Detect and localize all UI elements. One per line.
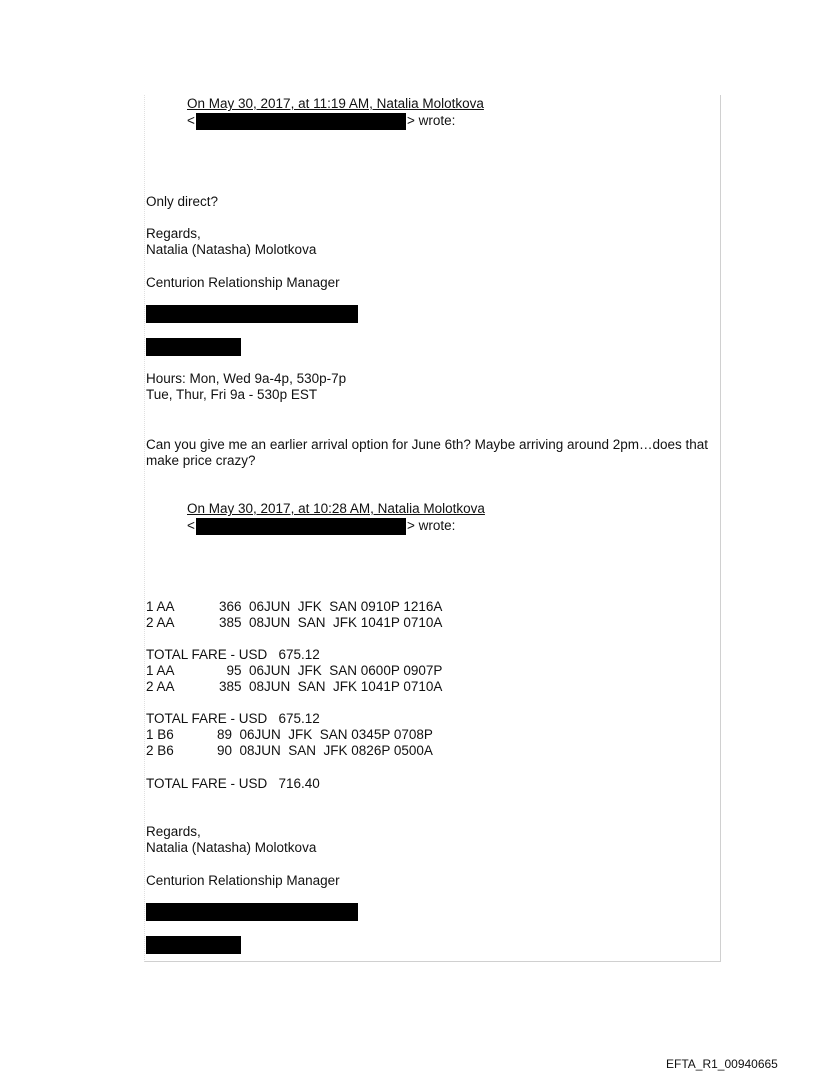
itinerary-1-seg-2-detail: 385 08JUN SAN JFK 1041P 0710A (219, 615, 443, 630)
quote-open-bracket-1: < (187, 113, 195, 128)
redaction-block-4 (146, 936, 241, 954)
itinerary-3-seg-2-num: 2 B6 (146, 743, 174, 758)
signature-name-1: Natalia (Natasha) Molotkova (146, 242, 317, 257)
redaction-block-1 (146, 305, 358, 323)
itinerary-2-seg-2-detail: 385 08JUN SAN JFK 1041P 0710A (219, 679, 443, 694)
quote-header-1: On May 30, 2017, at 11:19 AM, Natalia Molotkova (187, 96, 484, 111)
itinerary-2-total: TOTAL FARE - USD 675.12 (146, 711, 320, 726)
hours-line-2: Tue, Thur, Fri 9a - 530p EST (146, 387, 318, 402)
hours-line-1: Hours: Mon, Wed 9a-4p, 530p-7p (146, 371, 347, 386)
itinerary-1-seg-1-detail: 366 06JUN JFK SAN 0910P 1216A (219, 599, 443, 614)
signature-name-2: Natalia (Natasha) Molotkova (146, 840, 317, 855)
itinerary-1-seg-1-num: 1 AA (146, 599, 175, 614)
regards-1: Regards, (146, 226, 201, 241)
quote-open-bracket-2: < (187, 518, 195, 533)
signature-title-1: Centurion Relationship Manager (146, 275, 340, 290)
regards-2: Regards, (146, 824, 201, 839)
document-id-footer: EFTA_R1_00940665 (666, 1057, 778, 1071)
redaction-email-2 (196, 518, 406, 535)
itinerary-3-total: TOTAL FARE - USD 716.40 (146, 776, 320, 791)
itinerary-2-seg-2-num: 2 AA (146, 679, 175, 694)
itinerary-2-seg-1-num: 1 AA (146, 663, 175, 678)
quote-wrote-2: > wrote: (407, 518, 456, 533)
itinerary-3-seg-2-detail: 90 08JUN SAN JFK 0826P 0500A (217, 743, 433, 758)
itinerary-2-seg-1-detail: 95 06JUN JFK SAN 0600P 0907P (219, 663, 443, 678)
itinerary-3-seg-1-num: 1 B6 (146, 727, 174, 742)
request-text: Can you give me an earlier arrival option for June 6th? Maybe arriving around 2pm…does that make price crazy? (146, 437, 709, 468)
redaction-email-1 (196, 113, 406, 130)
redaction-block-2 (146, 338, 241, 356)
itinerary-1-total: TOTAL FARE - USD 675.12 (146, 647, 320, 662)
message-body-1: Only direct? (146, 194, 219, 209)
quote-wrote-1: > wrote: (407, 113, 456, 128)
quote-header-2: On May 30, 2017, at 10:28 AM, Natalia Molotkova (187, 501, 485, 516)
signature-title-2: Centurion Relationship Manager (146, 873, 340, 888)
itinerary-3-seg-1-detail: 89 06JUN JFK SAN 0345P 0708P (217, 727, 433, 742)
redaction-block-3 (146, 903, 358, 921)
itinerary-1-seg-2-num: 2 AA (146, 615, 175, 630)
